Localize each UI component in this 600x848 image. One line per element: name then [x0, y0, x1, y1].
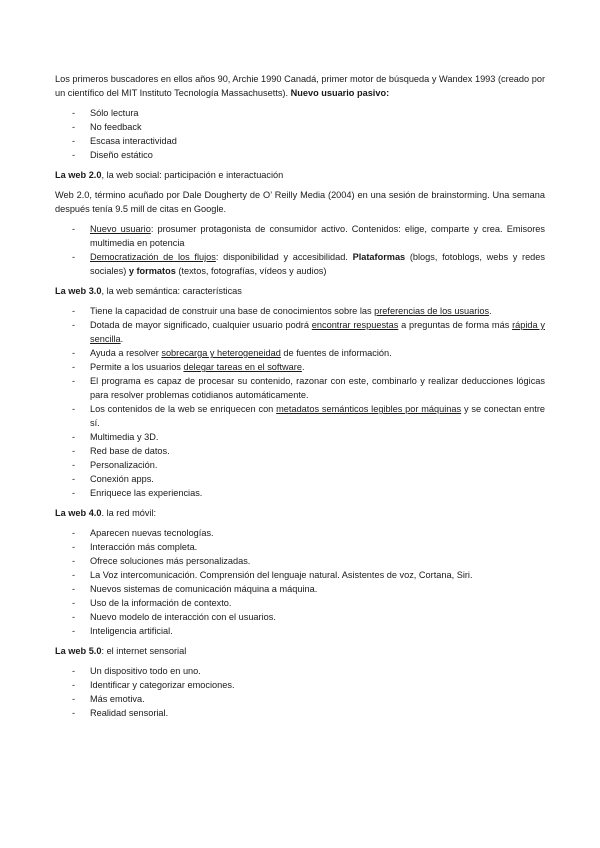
list-item: - Aparecen nuevas tecnologías. [72, 528, 214, 538]
list-item: - Interacción más completa. [72, 542, 198, 552]
intro-paragraph: Los primeros buscadores en ellos años 90, Archie 1990 Canadá, primer motor de búsqueda y Wandex 1993 (creado por un científico del MIT Instituto Tecnología Massachusetts). Nuevo usuario pasivo: [55, 74, 545, 98]
list-item: - Nuevo usuario: prosumer protagonista de consumidor activo. Contenidos: elige, comparte y crea. Emisores multimedia en potencia [72, 224, 545, 248]
list-item: - Más emotiva. [72, 694, 145, 704]
list-item: - El programa es capaz de procesar su contenido, razonar con este, combinarlo y realizar deducciones lógicas para resolver problemas cotidianos automáticamente. [72, 376, 545, 400]
list-item: - Sólo lectura [72, 108, 139, 118]
list-item: - Nuevos sistemas de comunicación máquina a máquina. [72, 584, 318, 594]
web2-paragraph: Web 2.0, término acuñado por Dale Dougherty de O’ Reilly Media (2004) en una sesión de brainstorming. Una semana después tenía 9.5 mill de citas en Google. [55, 190, 545, 214]
list-item: - Democratización de los flujos: disponibilidad y accesibilidad. Plataformas (blogs, fotoblogs, webs y redes sociales) y formatos (textos, fotografías, vídeos y audios) [72, 252, 545, 276]
list-item: - Los contenidos de la web se enriquecen con metadatos semánticos legibles por máquinas y se conectan entre sí. [72, 404, 545, 428]
list-item: - Multimedia y 3D. [72, 432, 159, 442]
web4-list [55, 526, 545, 638]
list-item: - Un dispositivo todo en uno. [72, 666, 201, 676]
web5-list [55, 664, 545, 720]
list-item: - Escasa interactividad [72, 136, 177, 146]
list-item: - Permite a los usuarios delegar tareas en el software. [72, 362, 305, 372]
document-body [55, 72, 545, 726]
list-item: - Diseño estático [72, 150, 153, 160]
web2-heading: La web 2.0, la web social: participación e interactuación [55, 170, 284, 180]
list-item: - Tiene la capacidad de construir una base de conocimientos sobre las preferencias de los usuarios. [72, 306, 492, 316]
list-item: - Inteligencia artificial. [72, 626, 173, 636]
list-item: - Realidad sensorial. [72, 708, 169, 718]
web4-heading: La web 4.0. la red móvil: [55, 508, 157, 518]
list-item: - Ayuda a resolver sobrecarga y heterogeneidad de fuentes de información. [72, 348, 392, 358]
web2-list [55, 222, 545, 278]
list-item: - Uso de la información de contexto. [72, 598, 232, 608]
list-item: - Red base de datos. [72, 446, 170, 456]
list-item: - La Voz intercomunicación. Comprensión del lenguaje natural. Asistentes de voz, Cortana, Siri. [72, 570, 473, 580]
list-item: - Identificar y categorizar emociones. [72, 680, 235, 690]
list-item: - Conexión apps. [72, 474, 154, 484]
web3-list [55, 304, 545, 500]
list-item: - Dotada de mayor significado, cualquier usuario podrá encontrar respuestas a preguntas de forma más rápida y sencilla. [72, 320, 545, 344]
list-item: - Enriquece las experiencias. [72, 488, 203, 498]
list-item: - Ofrece soluciones más personalizadas. [72, 556, 251, 566]
list-item: - No feedback [72, 122, 142, 132]
web5-heading: La web 5.0: el internet sensorial [55, 646, 187, 656]
list-item: - Personalización. [72, 460, 158, 470]
list-item: - Nuevo modelo de interacción con el usuarios. [72, 612, 276, 622]
web1-list [55, 106, 545, 162]
web3-heading: La web 3.0, la web semántica: características [55, 286, 242, 296]
